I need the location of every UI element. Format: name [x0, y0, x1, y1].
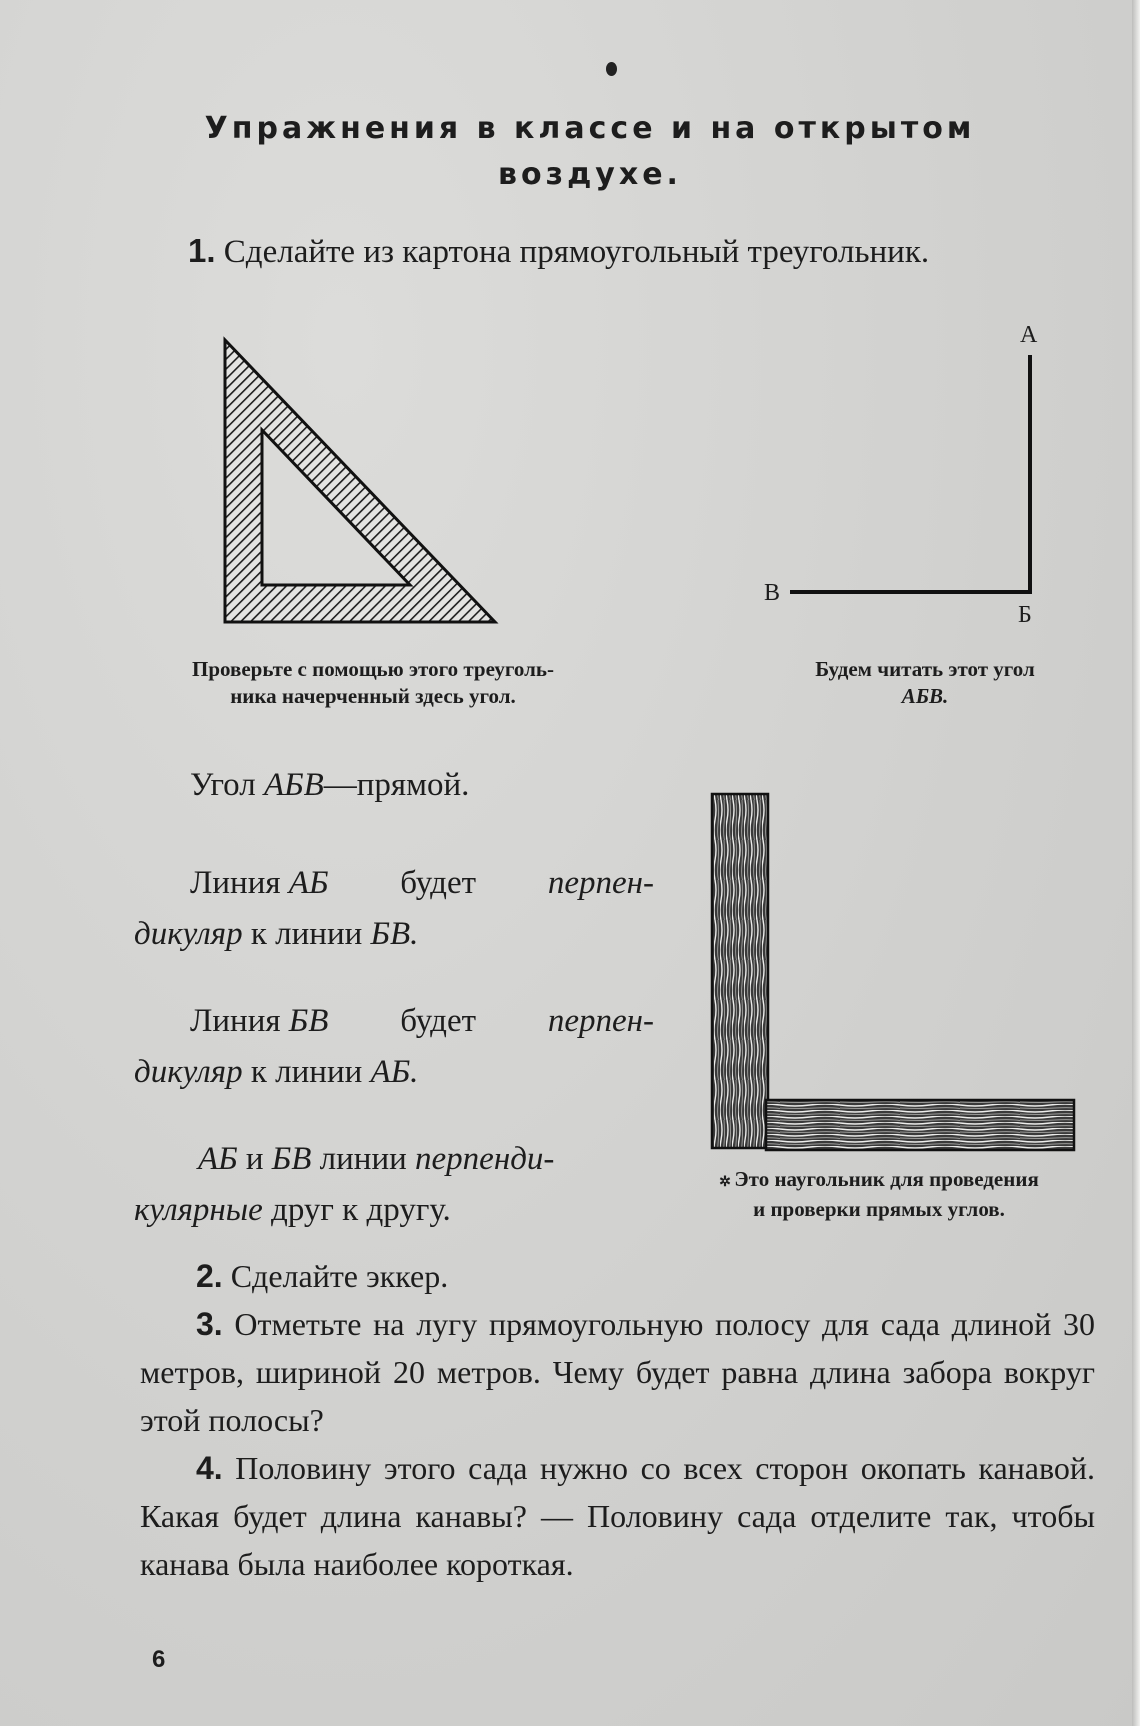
exercise-2-number: 2.	[196, 1258, 223, 1294]
s4-line-1	[134, 1134, 654, 1185]
s2-c: будет	[400, 865, 477, 901]
s3-e: дикуляр	[134, 1054, 243, 1090]
statement-ab-perpendicular	[134, 858, 654, 960]
s3-a: Линия	[190, 1003, 289, 1039]
s4-c: БВ	[271, 1141, 312, 1177]
exercise-3-number: 3.	[196, 1306, 223, 1342]
s2-d: перпен-	[547, 865, 654, 901]
exercise-4	[140, 1444, 1095, 1588]
triangle-caption-line-2: ника начерченный здесь угол.	[230, 684, 516, 708]
statement-mutual-perpendicular	[134, 1134, 654, 1236]
exercise-2	[140, 1252, 1095, 1300]
s2-a: Линия	[190, 865, 289, 901]
angle-caption	[760, 656, 1090, 710]
square-caption	[664, 1166, 1094, 1223]
s4-a: АБ	[198, 1141, 238, 1177]
angle-caption-line-1: Будем читать этот угол	[815, 657, 1035, 681]
exercise-3	[140, 1300, 1095, 1444]
s3-f: к линии	[242, 1054, 371, 1090]
caption-marker-icon: ✲	[719, 1175, 735, 1190]
exercise-3-text: Отметьте на лугу прямоугольную полосу для сада длиной 30 метров, шириной 20 метров. Чему будет равна длина забора вокруг этой полосы?	[140, 1306, 1095, 1438]
s4-line-2	[134, 1185, 654, 1236]
triangle-caption-line-1: Проверьте с помощью этого треуголь-	[192, 657, 554, 681]
s2-g: БВ.	[370, 916, 419, 952]
exercise-4-text: Половину этого сада нужно со всех сторон окопать канавой. Какая будет длина канавы? — Половину сада отделите так, чтобы канава была наиболее короткая.	[140, 1450, 1095, 1582]
square-caption-line-2: и проверки прямых углов.	[753, 1197, 1005, 1221]
s4-e: перпенди-	[415, 1141, 555, 1177]
s2-e: дикуляр	[134, 916, 243, 952]
title-line-1: Упражнения в классе и на открытом	[204, 111, 976, 146]
square-caption-line-1-text: Это наугольник для проведения	[734, 1167, 1039, 1191]
s1-suffix: —прямой.	[323, 767, 470, 803]
page-number	[152, 1646, 165, 1674]
s2-f: к линии	[242, 916, 371, 952]
label-b: Б	[1018, 602, 1032, 628]
s4-g: друг к другу.	[262, 1192, 451, 1228]
exercise-2-text: Сделайте эккер.	[222, 1258, 449, 1294]
square-caption-line-1	[664, 1166, 1094, 1196]
s3-c: будет	[400, 1003, 477, 1039]
s3-line-1	[134, 996, 654, 1047]
angle-caption-line-2: АБВ.	[901, 684, 949, 708]
exercise-1-number: 1.	[188, 232, 216, 269]
s1-prefix: Угол	[190, 767, 264, 803]
s2-line-2	[134, 909, 654, 960]
exercise-4-number: 4.	[196, 1450, 223, 1486]
s3-b: БВ	[288, 1003, 329, 1039]
label-v: В	[764, 580, 781, 606]
statement-bv-perpendicular	[134, 996, 654, 1098]
s3-g: АБ.	[370, 1054, 419, 1090]
s1-angle-name: АБВ	[263, 767, 324, 803]
page-number-value: 6	[152, 1646, 166, 1673]
exercise-1-text: Сделайте из картона прямоугольный треугольник.	[223, 234, 930, 270]
exercise-1	[188, 232, 929, 271]
s2-line-1	[134, 858, 654, 909]
ink-dot	[606, 62, 617, 76]
triangle-caption	[128, 656, 618, 710]
s4-d: линии	[311, 1141, 416, 1177]
page-title	[130, 106, 1050, 198]
statement-right-angle	[190, 760, 469, 811]
s2-b: АБ	[288, 865, 329, 901]
page-edge	[1132, 0, 1140, 1726]
s4-b: и	[237, 1141, 272, 1177]
title-line-2: воздухе.	[498, 157, 682, 192]
s3-line-2	[134, 1047, 654, 1098]
label-a: А	[1020, 322, 1038, 348]
s4-f: кулярные	[134, 1192, 263, 1228]
s3-d: перпен-	[547, 1003, 654, 1039]
